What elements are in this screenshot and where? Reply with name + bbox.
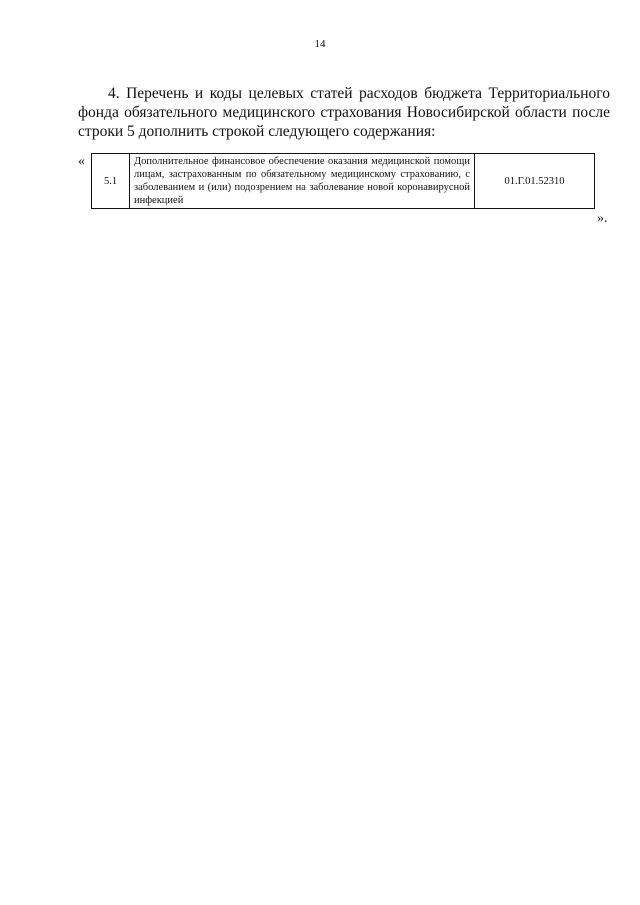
row-description-cell: Дополнительное финансовое обеспечение оказания медицинской помощи лицам, застрахованным по обязательному медицинскому страхованию, с заболеванием и (или) подозрением на заболевание новой коронавирусной инфекцией <box>130 154 475 209</box>
row-code-cell: 01.Г.01.52310 <box>475 154 595 209</box>
amendment-paragraph: 4. Перечень и коды целевых статей расходов бюджета Территориального фонда обязательного медицинского страхования Новосибирской области после строки 5 дополнить строкой следующего содержания: <box>78 85 610 140</box>
page-number: 14 <box>314 38 326 50</box>
inserted-row-table <box>91 153 595 209</box>
table-row <box>92 154 595 209</box>
row-number-cell: 5.1 <box>92 154 130 209</box>
closing-quote: ». <box>597 211 608 226</box>
opening-quote: « <box>78 154 85 169</box>
